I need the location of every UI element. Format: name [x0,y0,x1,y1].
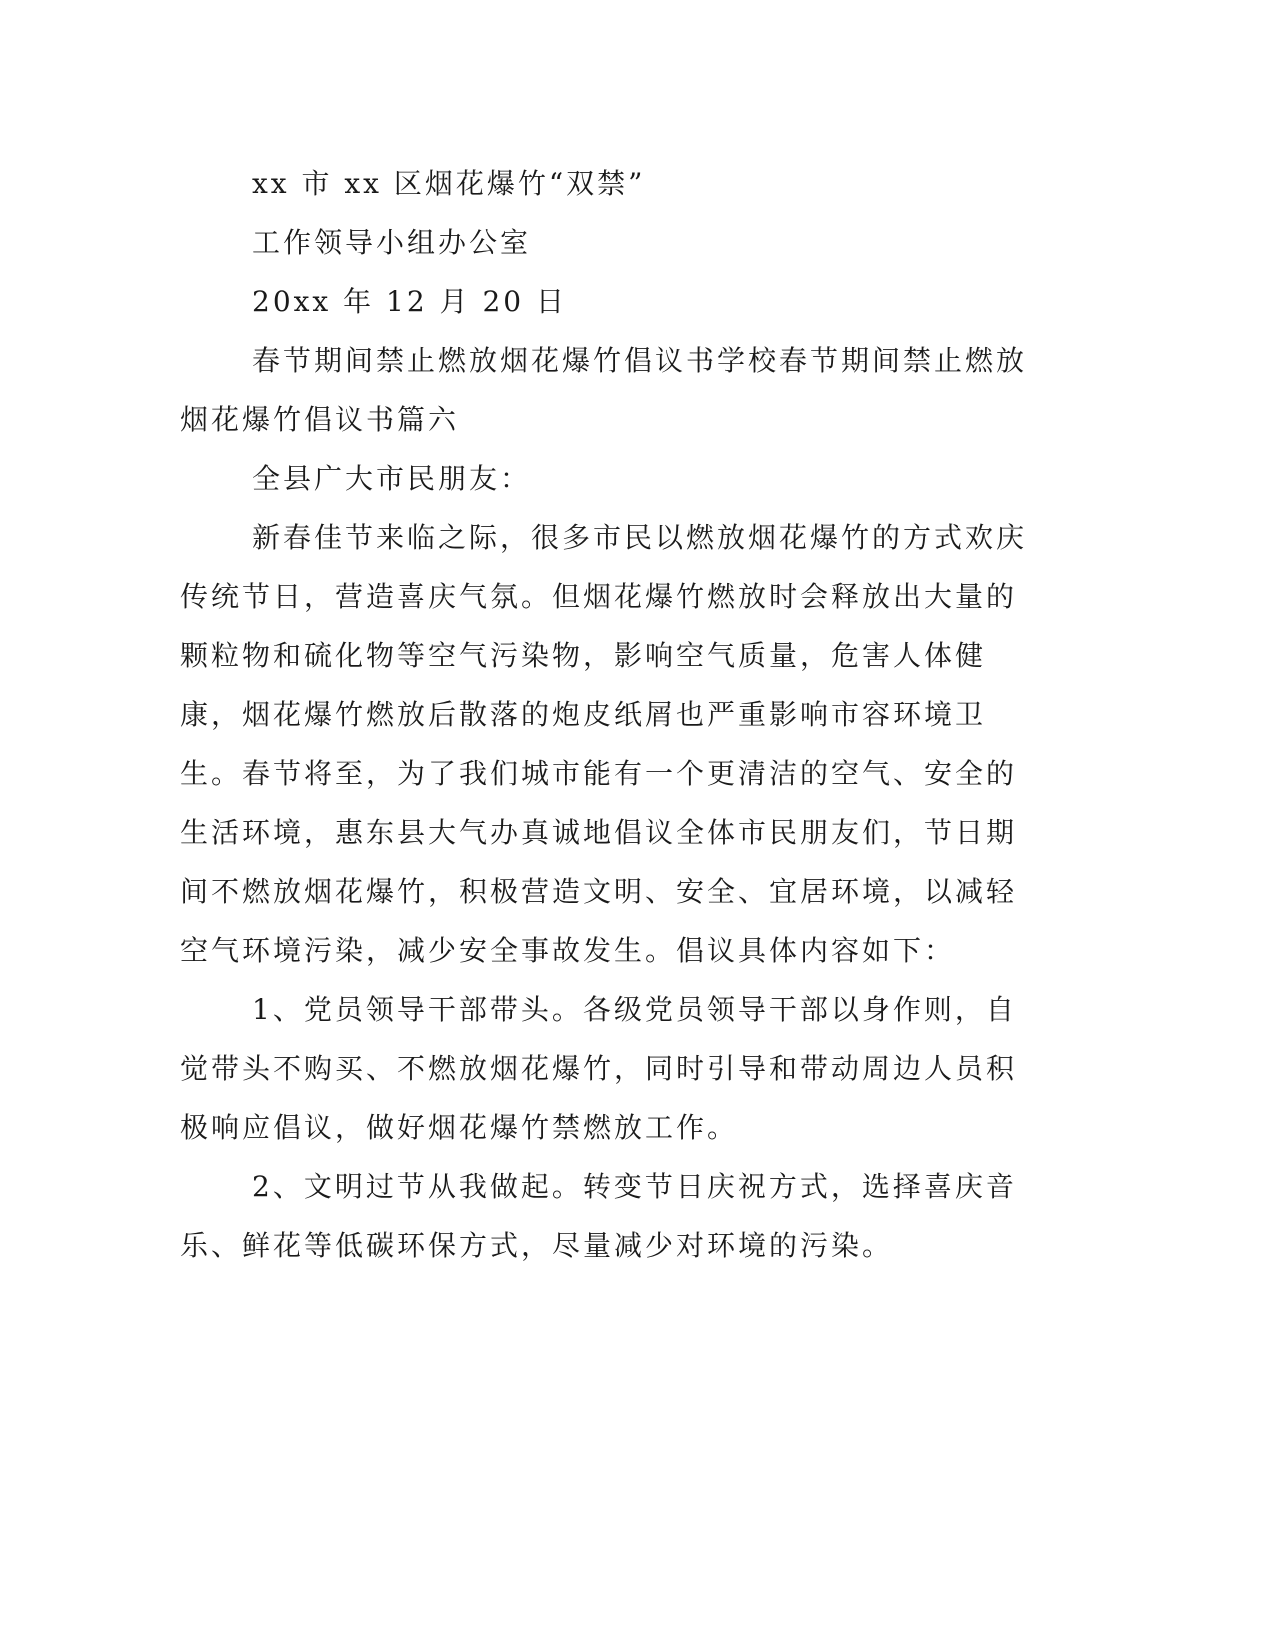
list-item: 1、党员领导干部带头。各级党员领导干部以身作则，自觉带头不购买、不燃放烟花爆竹，同时引导和带动周边人员积极响应倡议，做好烟花爆竹禁燃放工作。 [180,993,1018,1144]
signature-line-2: 工作领导小组办公室 [252,226,532,259]
signature-line-1: xx 市 xx 区烟花爆竹“双禁” [252,167,646,200]
paragraph-intro: 新春佳节来临之际，很多市民以燃放烟花爆竹的方式欢庆传统节日，营造喜庆气氛。但烟花爆竹燃放时会释放出大量的颗粒物和硫化物等空气污染物，影响空气质量，危害人体健康，烟花爆竹燃放后散落的炮皮纸屑也严重影响市容环境卫生。春节将至，为了我们城市能有一个更清洁的空气、安全的生活环境，惠东县大气办真诚地倡议全体市民朋友们，节日期间不燃放烟花爆竹，积极营造文明、安全、宜居环境，以减轻空气环境污染，减少安全事故发生。倡议具体内容如下： [180,521,1028,967]
document-date: 20xx 年 12 月 20 日 [252,285,567,318]
list-item: 2、文明过节从我做起。转变节日庆祝方式，选择喜庆音乐、鲜花等低碳环保方式，尽量减少对环境的污染。 [180,1170,1017,1262]
salutation: 全县广大市民朋友： [252,462,532,495]
document-heading: 春节期间禁止燃放烟花爆竹倡议书学校春节期间禁止燃放烟花爆竹倡议书篇六 [180,344,1028,436]
document-body [180,154,1030,1275]
